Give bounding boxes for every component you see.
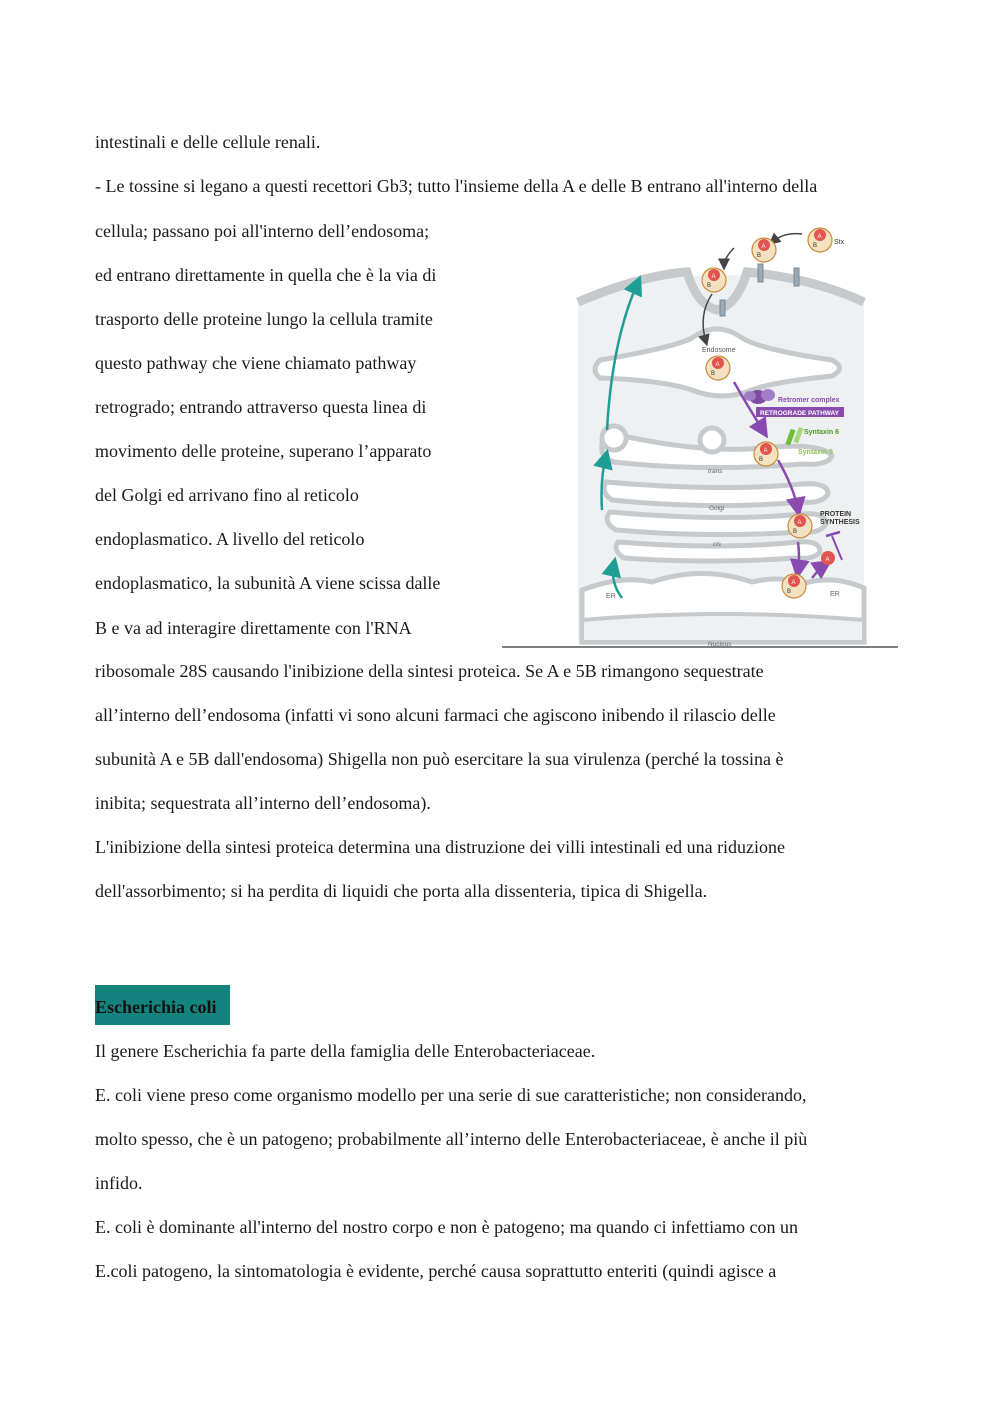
text-line: E. coli è dominante all'interno del nostro corpo e non è patogeno; ma quando ci infettiamo con un (95, 1217, 799, 1237)
text-line: molto spesso, che è un patogeno; probabilmente all’interno delle Enterobacteriaceae, è anche il più (95, 1129, 808, 1149)
text-line: intestinali e delle cellule renali. (95, 132, 321, 152)
svg-text:B: B (711, 371, 716, 377)
svg-text:B: B (813, 243, 818, 249)
svg-text:B: B (793, 529, 798, 535)
svg-text:B: B (707, 283, 712, 289)
text-line: L'inibizione della sintesi proteica determina una distruzione dei villi intestinali ed una riduzione (95, 837, 786, 857)
text-line: questo pathway che viene chiamato pathway (95, 353, 417, 373)
label-syntaxin-5: Syntaxin 5 (798, 449, 834, 456)
toxin-icon (706, 356, 730, 380)
text-line: Il genere Escherichia fa parte della famiglia delle Enterobacteriaceae. (95, 1041, 596, 1061)
label-golgi: Golgi (709, 505, 725, 512)
toxin-icon (788, 514, 812, 538)
label-trans: trans (708, 468, 723, 475)
label-nucleus: Nucleus (708, 641, 732, 648)
svg-text:A: A (761, 244, 766, 250)
retrograde-arrow (798, 542, 799, 572)
text-line: subunità A e 5B dall'endosoma) Shigella non può esercitare la sua virulenza (perché la tossina è (95, 749, 784, 769)
nucleus-shape (582, 614, 864, 642)
text-line: E.coli patogeno, la sintomatologia è evidente, perché causa soprattutto enteriti (quindi agisce a (95, 1261, 777, 1281)
text-line: B e va ad interagire direttamente con l'RNA (95, 618, 412, 638)
text-line: - Le tossine si legano a questi recettori Gb3; tutto l'insieme della A e delle B entrano all'interno della (95, 176, 818, 196)
text-line: movimento delle proteine, superano l’apparato (95, 441, 432, 461)
toxin-icon (752, 238, 776, 262)
toxin-icon (808, 228, 832, 252)
svg-text:A: A (715, 362, 720, 368)
toxin-subunit-a-icon (821, 551, 835, 565)
svg-text:A: A (791, 580, 796, 586)
text-line: E. coli viene preso come organismo modello per una serie di sue caratteristiche; non considerando, (95, 1085, 807, 1105)
section-heading: Escherichia coli (95, 985, 230, 1025)
label-protein-synthesis: SYNTHESIS (820, 519, 860, 526)
toxin-entry-arrow (772, 234, 802, 242)
text-line: del Golgi ed arrivano fino al reticolo (95, 485, 359, 505)
svg-text:A: A (817, 234, 822, 240)
text-line: ed entrano direttamente in quella che è la via di (95, 265, 437, 285)
label-endosome: Endosome (702, 347, 736, 354)
text-line: infido. (95, 1173, 143, 1193)
label-stx: Stx (834, 239, 845, 246)
text-line: cellula; passano poi all'interno dell’endosoma; (95, 221, 430, 241)
text-line: dell'assorbimento; si ha perdita di liquidi che porta alla dissenteria, tipica di Shigella. (95, 881, 708, 901)
label-retrograde-pathway: RETROGRADE PATHWAY (760, 410, 839, 417)
toxin-icon (702, 268, 726, 292)
text-line: endoplasmatico, la subunità A viene scissa dalle (95, 573, 441, 593)
text-line: all’interno dell’endosoma (infatti vi sono alcuni farmaci che agiscono inibendo il rilascio delle (95, 705, 776, 725)
toxin-entry-arrow (724, 248, 734, 266)
label-cis: cis (713, 541, 721, 548)
label-protein-synthesis: PROTEIN (820, 511, 852, 518)
svg-text:B: B (759, 457, 764, 463)
svg-text:B: B (787, 589, 792, 595)
text-line: trasporto delle proteine lungo la cellula tramite (95, 309, 433, 329)
toxin-icon (754, 442, 778, 466)
retrograde-pathway-diagram (502, 220, 898, 652)
label-retromer: Retromer complex (778, 397, 840, 404)
label-er-left: ER (606, 593, 616, 600)
label-syntaxin-6: Syntaxin 6 (804, 429, 840, 436)
svg-text:B: B (757, 253, 762, 259)
svg-text:A: A (797, 520, 802, 526)
svg-text:A: A (763, 448, 768, 454)
svg-text:A: A (711, 274, 716, 280)
text-line: endoplasmatico. A livello del reticolo (95, 529, 365, 549)
toxin-icon (782, 574, 806, 598)
svg-text:A: A (825, 557, 830, 563)
text-line: inibita; sequestrata all’interno dell’endosoma). (95, 793, 431, 813)
text-line: retrogrado; entrando attraverso questa linea di (95, 397, 427, 417)
text-line: ribosomale 28S causando l'inibizione della sintesi proteica. Se A e 5B rimangono sequestrate (95, 661, 764, 681)
label-er-right: ER (830, 591, 840, 598)
